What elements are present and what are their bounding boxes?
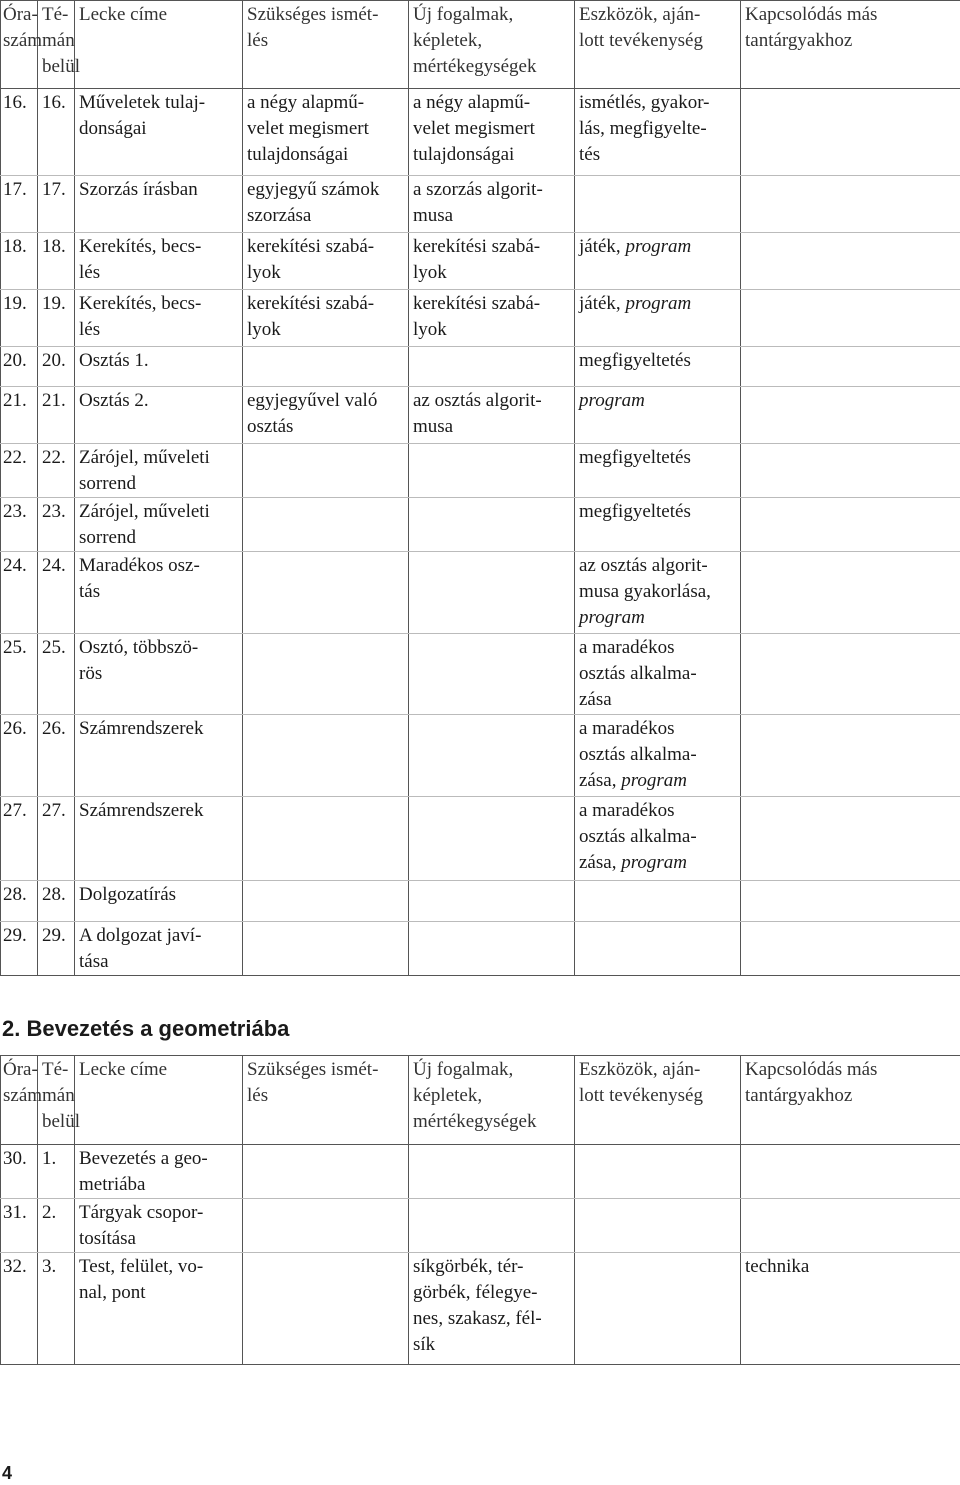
topic-number-cell: 20. [38, 347, 75, 387]
cross-curricular-cell [741, 176, 960, 233]
header-tools-activity: Eszközök, aján- lott tevékenység [575, 1056, 741, 1145]
lesson-title-cell: Zárójel, műveleti sorrend [75, 444, 243, 498]
hour-cell: 29. [1, 922, 38, 976]
topic-number-cell: 25. [38, 634, 75, 715]
lesson-title-cell: Műveletek tulaj- donságai [75, 89, 243, 176]
new-concepts-cell [409, 881, 575, 922]
required-review-cell [243, 498, 409, 552]
table-row [1, 290, 960, 347]
topic-number-cell: 23. [38, 498, 75, 552]
topic-number-cell: 26. [38, 715, 75, 797]
tools-activity-cell: megfigyeltetés [575, 347, 741, 387]
table-row [1, 1199, 960, 1253]
topic-number-cell: 29. [38, 922, 75, 976]
lesson-title-cell: A dolgozat javí- tása [75, 922, 243, 976]
new-concepts-cell [409, 498, 575, 552]
topic-number-cell: 22. [38, 444, 75, 498]
tools-activity-cell: megfigyeltetés [575, 498, 741, 552]
lesson-title-cell: Maradékos osz- tás [75, 552, 243, 634]
lesson-title-cell: Tárgyak csopor- tosítása [75, 1199, 243, 1253]
table-row [1, 634, 960, 715]
tools-activity-cell: megfigyeltetés [575, 444, 741, 498]
hour-cell: 17. [1, 176, 38, 233]
cross-curricular-cell [741, 634, 960, 715]
required-review-cell: kerekítési szabá- lyok [243, 290, 409, 347]
required-review-cell [243, 1145, 409, 1199]
lesson-title-cell: Kerekítés, becs- lés [75, 233, 243, 290]
required-review-cell [243, 881, 409, 922]
header-tools-activity: Eszközök, aján- lott tevékenység [575, 1, 741, 89]
lesson-title-cell: Kerekítés, becs- lés [75, 290, 243, 347]
header-hour: Óra- szám [1, 1, 38, 89]
hour-cell: 27. [1, 797, 38, 881]
required-review-cell [243, 347, 409, 387]
page-number: 4 [2, 1463, 13, 1483]
new-concepts-cell [409, 1199, 575, 1253]
required-review-cell [243, 444, 409, 498]
table-row [1, 922, 960, 976]
header-hour: Óra- szám [1, 1056, 38, 1145]
new-concepts-cell: a négy alapmű- velet megismert tulajdonságai [409, 89, 575, 176]
required-review-cell [243, 552, 409, 634]
tools-activity-cell [575, 1199, 741, 1253]
header-required-review: Szükséges ismét- lés [243, 1, 409, 89]
cross-curricular-cell [741, 498, 960, 552]
required-review-cell: kerekítési szabá- lyok [243, 233, 409, 290]
table-row [1, 715, 960, 797]
table-row [1, 881, 960, 922]
tools-activity-cell [575, 1145, 741, 1199]
cross-curricular-cell [741, 1145, 960, 1199]
table-row [1, 347, 960, 387]
cross-curricular-cell [741, 797, 960, 881]
tools-activity-cell [575, 922, 741, 976]
required-review-cell [243, 715, 409, 797]
new-concepts-cell: síkgörbék, tér- görbék, félegye- nes, szakasz, fél- sík [409, 1253, 575, 1365]
tools-activity-cell: ismétlés, gyakor- lás, megfigyelte- tés [575, 89, 741, 176]
lesson-title-cell: Osztó, többszö- rös [75, 634, 243, 715]
new-concepts-cell: kerekítési szabá- lyok [409, 290, 575, 347]
hour-cell: 30. [1, 1145, 38, 1199]
lesson-title-cell: Szorzás írásban [75, 176, 243, 233]
table-row [1, 1253, 960, 1365]
lesson-title-cell: Osztás 1. [75, 347, 243, 387]
hour-cell: 23. [1, 498, 38, 552]
hour-cell: 24. [1, 552, 38, 634]
new-concepts-cell: az osztás algorit- musa [409, 387, 575, 444]
table-row [1, 444, 960, 498]
new-concepts-cell [409, 634, 575, 715]
table-row [1, 1145, 960, 1199]
header-new-concepts: Új fogalmak, képletek, mértékegységek [409, 1056, 575, 1145]
lesson-title-cell: Test, felület, vo- nal, pont [75, 1253, 243, 1365]
curriculum-table-2 [0, 1055, 960, 1365]
hour-cell: 31. [1, 1199, 38, 1253]
cross-curricular-cell: technika [741, 1253, 960, 1365]
new-concepts-cell [409, 552, 575, 634]
lesson-title-cell: Zárójel, műveleti sorrend [75, 498, 243, 552]
required-review-cell [243, 1199, 409, 1253]
header-topic-number: Té- mán belül [38, 1, 75, 89]
topic-number-cell: 27. [38, 797, 75, 881]
header-row [1, 1, 960, 89]
hour-cell: 26. [1, 715, 38, 797]
table-row [1, 552, 960, 634]
required-review-cell [243, 1253, 409, 1365]
cross-curricular-cell [741, 347, 960, 387]
cross-curricular-cell [741, 444, 960, 498]
hour-cell: 20. [1, 347, 38, 387]
tools-activity-cell: a maradékos osztás alkalma- zása [575, 634, 741, 715]
topic-number-cell: 2. [38, 1199, 75, 1253]
topic-number-cell: 24. [38, 552, 75, 634]
tools-activity-cell [575, 176, 741, 233]
cross-curricular-cell [741, 1199, 960, 1253]
tools-activity-cell: az osztás algorit- musa gyakorlása, program [575, 552, 741, 634]
topic-number-cell: 3. [38, 1253, 75, 1365]
new-concepts-cell [409, 1145, 575, 1199]
section-title: 2. Bevezetés a geometriába [2, 1016, 290, 1041]
required-review-cell [243, 922, 409, 976]
lesson-title-cell: Dolgozatírás [75, 881, 243, 922]
header-row [1, 1056, 960, 1145]
cross-curricular-cell [741, 715, 960, 797]
table-row [1, 176, 960, 233]
new-concepts-cell [409, 922, 575, 976]
hour-cell: 18. [1, 233, 38, 290]
header-lesson-title: Lecke címe [75, 1056, 243, 1145]
hour-cell: 28. [1, 881, 38, 922]
hour-cell: 32. [1, 1253, 38, 1365]
hour-cell: 21. [1, 387, 38, 444]
cross-curricular-cell [741, 233, 960, 290]
table-row [1, 387, 960, 444]
required-review-cell: a négy alapmű- velet megismert tulajdonságai [243, 89, 409, 176]
header-required-review: Szükséges ismét- lés [243, 1056, 409, 1145]
table-row [1, 498, 960, 552]
header-lesson-title: Lecke címe [75, 1, 243, 89]
new-concepts-cell [409, 444, 575, 498]
new-concepts-cell: kerekítési szabá- lyok [409, 233, 575, 290]
required-review-cell [243, 797, 409, 881]
hour-cell: 19. [1, 290, 38, 347]
lesson-title-cell: Számrendszerek [75, 715, 243, 797]
table-row [1, 233, 960, 290]
topic-number-cell: 17. [38, 176, 75, 233]
lesson-title-cell: Bevezetés a geo- metriába [75, 1145, 243, 1199]
tools-activity-cell: program [575, 387, 741, 444]
topic-number-cell: 19. [38, 290, 75, 347]
new-concepts-cell [409, 715, 575, 797]
tools-activity-cell [575, 1253, 741, 1365]
hour-cell: 16. [1, 89, 38, 176]
header-new-concepts: Új fogalmak, képletek, mértékegységek [409, 1, 575, 89]
topic-number-cell: 28. [38, 881, 75, 922]
cross-curricular-cell [741, 881, 960, 922]
topic-number-cell: 21. [38, 387, 75, 444]
tools-activity-cell: a maradékos osztás alkalma- zása, program [575, 797, 741, 881]
cross-curricular-cell [741, 387, 960, 444]
lesson-title-cell: Osztás 2. [75, 387, 243, 444]
hour-cell: 22. [1, 444, 38, 498]
new-concepts-cell [409, 797, 575, 881]
header-cross-curricular: Kapcsolódás más tantárgyakhoz [741, 1, 960, 89]
new-concepts-cell: a szorzás algorit- musa [409, 176, 575, 233]
lesson-title-cell: Számrendszerek [75, 797, 243, 881]
topic-number-cell: 1. [38, 1145, 75, 1199]
header-cross-curricular: Kapcsolódás más tantárgyakhoz [741, 1056, 960, 1145]
table-row [1, 89, 960, 176]
cross-curricular-cell [741, 552, 960, 634]
required-review-cell: egyjegyű számok szorzása [243, 176, 409, 233]
hour-cell: 25. [1, 634, 38, 715]
cross-curricular-cell [741, 89, 960, 176]
new-concepts-cell [409, 347, 575, 387]
table-row [1, 797, 960, 881]
tools-activity-cell: játék, program [575, 290, 741, 347]
cross-curricular-cell [741, 290, 960, 347]
required-review-cell: egyjegyűvel való osztás [243, 387, 409, 444]
tools-activity-cell: játék, program [575, 233, 741, 290]
required-review-cell [243, 634, 409, 715]
cross-curricular-cell [741, 922, 960, 976]
topic-number-cell: 16. [38, 89, 75, 176]
tools-activity-cell: a maradékos osztás alkalma- zása, program [575, 715, 741, 797]
topic-number-cell: 18. [38, 233, 75, 290]
tools-activity-cell [575, 881, 741, 922]
header-topic-number: Té- mán belül [38, 1056, 75, 1145]
